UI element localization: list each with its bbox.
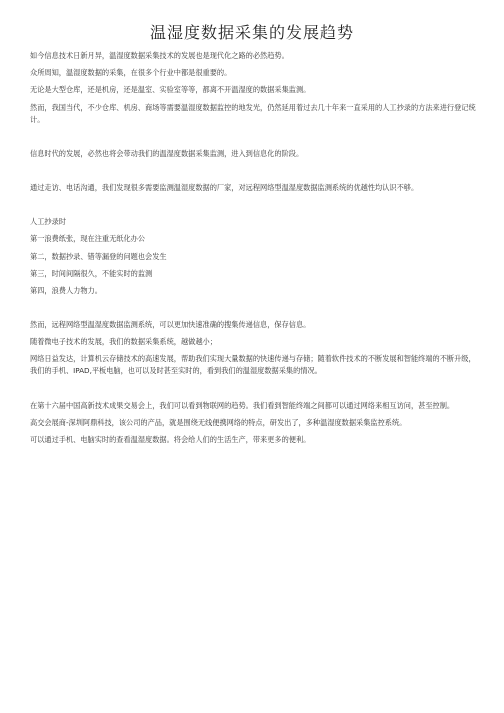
paragraph: 网络日益发达，计算机云存储技术的高速发展，帮助我们实现大量数据的快速传递与存储；随着软件技术的不断发展和智能终端的不断升级，我们的手机、IPAD,平板电脑，也可以及时甚至实时的，看到我们的温湿度数据采集的情况。	[30, 354, 476, 376]
paragraph: 然而，远程网络型温湿度数据监测系统，可以更加快速准确的搜集传递信息，保存信息。	[30, 320, 311, 330]
spacer	[30, 383, 478, 400]
paragraph: 高交会展商-深圳阿鼎科技，该公司的产品，就是围绕无线便携网络的特点，研发出了，多种温湿度数据采集监控系统。	[30, 417, 407, 427]
list-item: 第三，时间间隔很久，不能实时的监测	[30, 268, 153, 278]
spacer	[30, 165, 478, 182]
spacer	[30, 199, 478, 216]
paragraph: 通过走访、电话沟通，我们发现很多需要监测温湿度数据的厂家，对远程网络型温湿度数据监测系统的优越性均认识不够。	[30, 182, 419, 192]
paragraph: 如今信息技术日新月异，温湿度数据采集技术的发展也是现代化之路的必然趋势。	[30, 51, 289, 60]
spacer	[30, 302, 478, 319]
paragraph: 在第十六届中国高新技术成果交易会上，我们可以看到物联网的趋势。我们看到智能终端之间都可以通过网络来相互访问，甚至控制。	[30, 400, 455, 410]
spacer	[30, 131, 478, 148]
list-item: 第四，浪费人力物力。	[30, 285, 102, 295]
paragraph: 可以通过手机、电脑实时的查看温湿度数据。将会给人们的生活生产，带来更多的便利。	[30, 435, 311, 444]
paragraph: 然而，我国当代，不少仓库、机房、商场等需要温湿度数据监控的地发光，仍然延用着过去几十年来一直采用的人工抄录的方法来进行登记统计。	[30, 102, 476, 124]
document-body	[30, 50, 478, 451]
paragraph: 众所周知，温湿度数据的采集，在很多个行业中都是很重要的。	[30, 68, 232, 78]
list-item: 第一浪费纸张，现在注重无纸化办公	[30, 234, 146, 244]
paragraph: 无论是大型仓库，还是机房，还是温室、实验室等等，都离不开温湿度的数据采集监测。	[30, 85, 311, 95]
paragraph: 随着微电子技术的发展，我们的数据采集系统，越做越小；	[30, 337, 217, 347]
document-title: 温湿度数据采集的发展趋势	[149, 23, 354, 42]
list-item: 第二，数据抄录、错等漏登的问题也会发生	[30, 251, 167, 261]
paragraph: 人工抄录时	[30, 217, 66, 227]
paragraph: 信息时代的发展，必然也将会带动我们的温湿度数据采集监测，进入到信息化的阶段。	[30, 148, 304, 158]
